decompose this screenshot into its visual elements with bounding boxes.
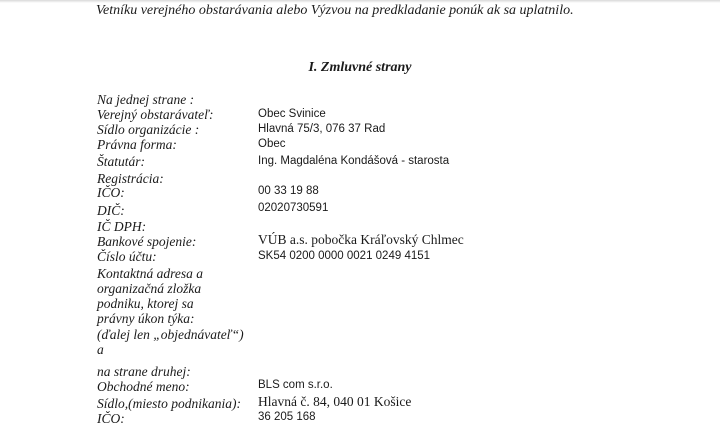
section-title: I. Zmluvné strany <box>308 60 412 75</box>
label-ico: IČO: <box>97 185 125 200</box>
value-legal-form: Obec <box>258 138 286 150</box>
party1-alias: (ďalej len „objednávateľ“) <box>97 327 244 342</box>
label-contact-line-1: Kontaktná adresa a <box>97 266 203 281</box>
label-contact-line-4: právny úkon týka: <box>97 311 195 326</box>
value-account: SK54 0200 0000 0021 0249 4151 <box>258 250 431 262</box>
value-company-ico: 36 205 168 <box>258 411 316 423</box>
intro-line: Vetníku verejného obstarávania alebo Výzvou na predkladanie ponúk ak sa uplatnilo. <box>96 3 574 18</box>
value-dic: 02020730591 <box>258 202 329 214</box>
label-ic-dph: IČ DPH: <box>97 219 147 234</box>
label-contact-line-2: organizačná zložka <box>97 281 202 296</box>
value-seat: Hlavná 75/3, 076 37 Rad <box>258 123 386 135</box>
label-company-ico: IČO: <box>97 411 125 426</box>
label-company-seat: Sídlo,(miesto podnikania): <box>97 396 241 411</box>
label-seat: Sídlo organizácie : <box>97 122 200 137</box>
label-account: Číslo účtu: <box>97 249 157 264</box>
value-procurer: Obec Svinice <box>258 108 326 120</box>
value-bank: VÚB a.s. pobočka Kráľovský Chlmec <box>258 232 464 247</box>
label-company-name: Obchodné meno: <box>97 379 190 394</box>
label-legal-form: Právna forma: <box>97 137 177 152</box>
label-bank: Bankové spojenie: <box>97 234 197 249</box>
label-statutory: Štatutár: <box>97 154 146 169</box>
value-ico: 00 33 19 88 <box>258 185 319 197</box>
value-statutory: Ing. Magdaléna Kondášová - starosta <box>258 155 450 167</box>
label-contact-line-3: podniku, ktorej sa <box>97 296 194 311</box>
label-procurer: Verejný obstarávateľ: <box>97 107 214 122</box>
party1-heading: Na jednej strane : <box>97 92 195 107</box>
value-company-name: BLS com s.r.o. <box>258 379 333 391</box>
party2-heading: na strane druhej: <box>97 364 191 379</box>
conjunction: a <box>97 342 104 357</box>
label-dic: DIČ: <box>97 203 125 218</box>
label-registration: Registrácia: <box>97 171 164 186</box>
value-company-seat: Hlavná č. 84, 040 01 Košice <box>258 394 412 409</box>
